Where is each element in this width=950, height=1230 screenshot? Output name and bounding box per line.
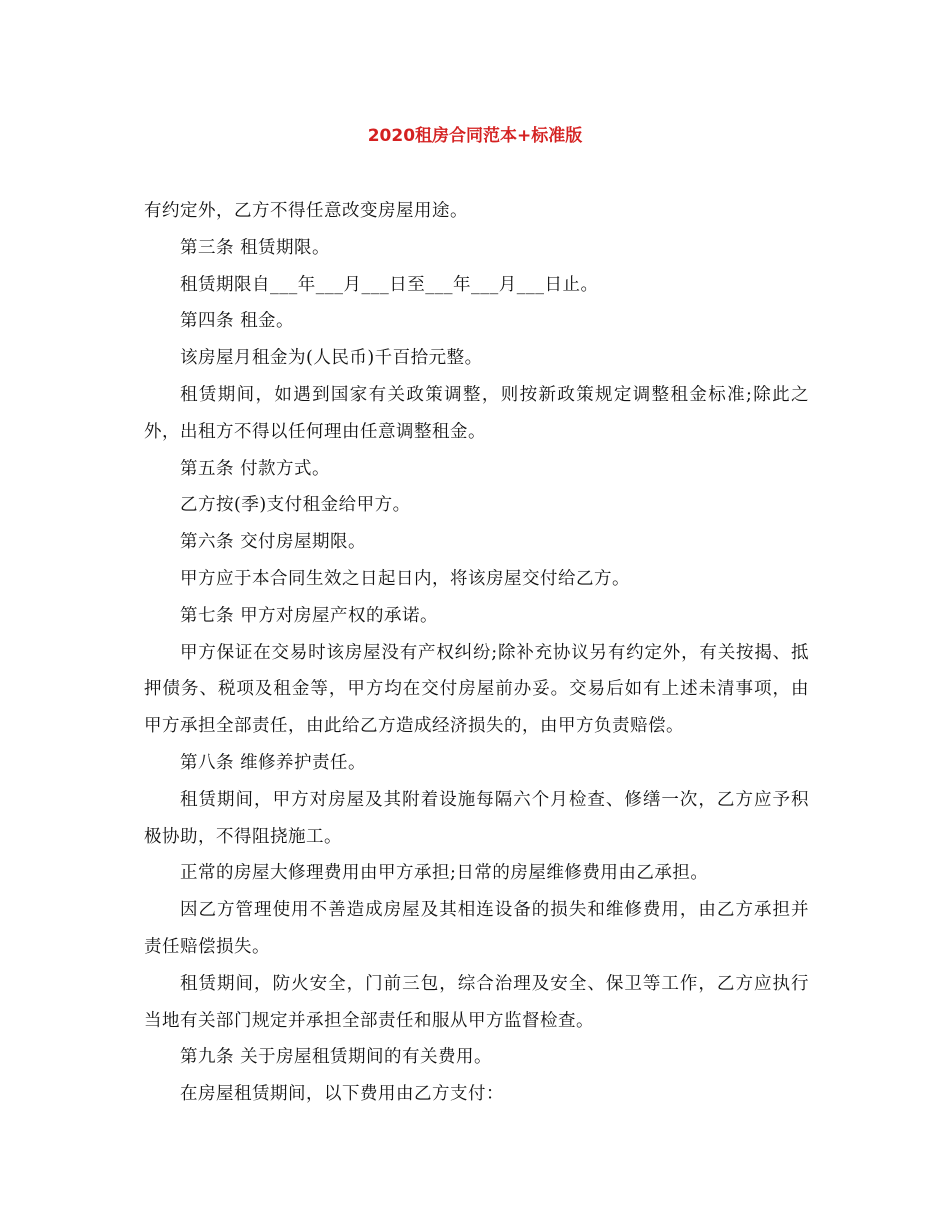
article-heading: 第三条 租赁期限。 [180, 237, 331, 258]
paragraph: 租赁期间，甲方对房屋及其附着设施每隔六个月检查、修缮一次，乙方应予积极协助，不得阻挠施工。 [144, 789, 809, 847]
paragraph: 因乙方管理使用不善造成房屋及其相连设备的损失和维修费用，由乙方承担并责任赔偿损失。 [144, 900, 809, 957]
document-body [144, 193, 809, 1113]
paragraph: 租赁期限自___年___月___日至___年___月___日止。 [180, 274, 599, 295]
article-heading: 第五条 付款方式。 [180, 458, 331, 479]
document-title: 2020租房合同范本+标准版 [367, 126, 583, 146]
article-heading: 第四条 租金。 [180, 311, 295, 332]
article-heading: 第六条 交付房屋期限。 [180, 532, 367, 553]
article-heading: 第九条 关于房屋租赁期间的有关费用。 [180, 1047, 493, 1068]
paragraph: 在房屋租赁期间，以下费用由乙方支付： [180, 1084, 504, 1105]
paragraph: 正常的房屋大修理费用由甲方承担;日常的房屋维修费用由乙承担。 [180, 863, 709, 884]
paragraph: 租赁期间，如遇到国家有关政策调整，则按新政策规定调整租金标准;除此之外，出租方不得以任何理由任意调整租金。 [144, 384, 809, 442]
paragraph: 甲方保证在交易时该房屋没有产权纠纷;除补充协议另有约定外，有关按揭、抵押债务、税项及租金等，甲方均在交付房屋前办妥。交易后如有上述未清事项，由甲方承担全部责任，由此给乙方造成经济损失的，由甲方负责赔偿。 [144, 642, 809, 737]
paragraph: 有约定外，乙方不得任意改变房屋用途。 [144, 201, 468, 221]
article-heading: 第八条 维修养护责任。 [180, 752, 367, 773]
paragraph: 甲方应于本合同生效之日起日内，将该房屋交付给乙方。 [180, 568, 630, 589]
paragraph: 租赁期间，防火安全，门前三包，综合治理及安全、保卫等工作，乙方应执行当地有关部门规定并承担全部责任和服从甲方监督检查。 [144, 973, 809, 1031]
paragraph: 该房屋月租金为(人民币)千百拾元整。 [180, 348, 483, 369]
article-heading: 第七条 甲方对房屋产权的承诺。 [180, 605, 439, 626]
paragraph: 乙方按(季)支付租金给甲方。 [180, 495, 411, 516]
